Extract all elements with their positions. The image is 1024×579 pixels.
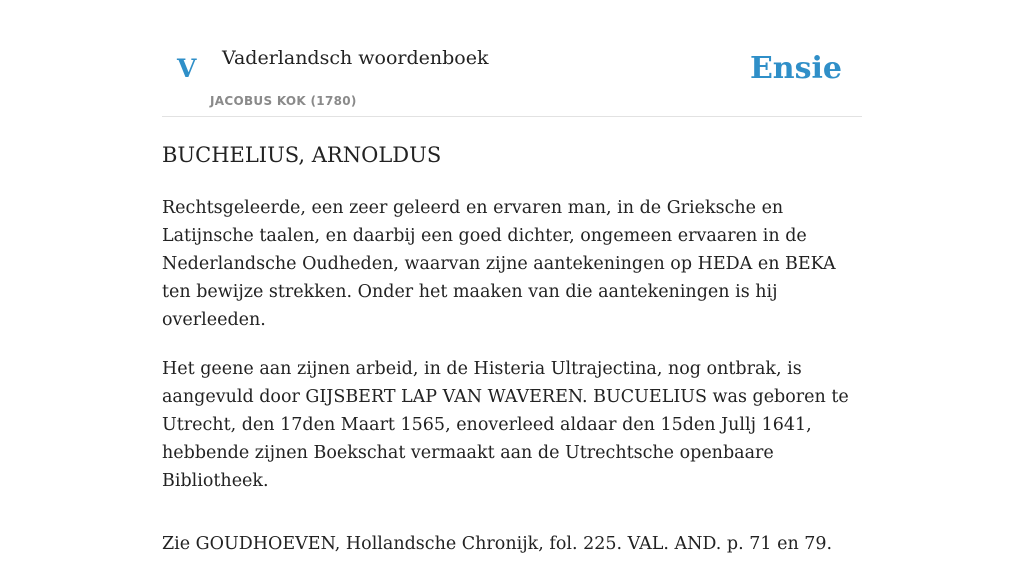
- entry-content: [162, 138, 862, 579]
- book-letter-badge[interactable]: V: [177, 54, 197, 83]
- entry-title: BUCHELIUS, ARNOLDUS: [162, 143, 442, 167]
- book-header: [162, 0, 862, 117]
- entry-reference: Zie GOUDHOEVEN, Hollandsche Chronijk, fol. 225. VAL. AND. p. 71 en 79.: [162, 534, 833, 554]
- entry-paragraph-2: Het geene aan zijnen arbeid, in de Histeria Ultrajectina, nog ontbrak, is aangevuld door GIJSBERT LAP VAN WAVEREN. BUCUELIUS was geboren te Utrecht, den 17den Maart 1565, enoverleed aldaar den 15den Jullj 1641, hebbende zijnen Boekschat vermaakt aan de Utrechtsche openbaare Bibliotheek.: [162, 359, 849, 491]
- book-title-link[interactable]: Vaderlandsch woordenboek: [222, 47, 489, 69]
- entry-paragraph-1: Rechtsgeleerde, een zeer geleerd en ervaren man, in de Grieksche en Latijnsche taalen, en daarbij een goed dichter, ongemeen ervaaren in de Nederlandsche Oudheden, waarvan zijne aantekeningen op HEDA en BEKA ten bewijze strekken. Onder het maaken van die aantekeningen is hij overleeden.: [162, 198, 836, 330]
- book-author: JACOBUS KOK (1780): [210, 94, 357, 108]
- ensie-logo-link[interactable]: Ensie: [749, 51, 842, 86]
